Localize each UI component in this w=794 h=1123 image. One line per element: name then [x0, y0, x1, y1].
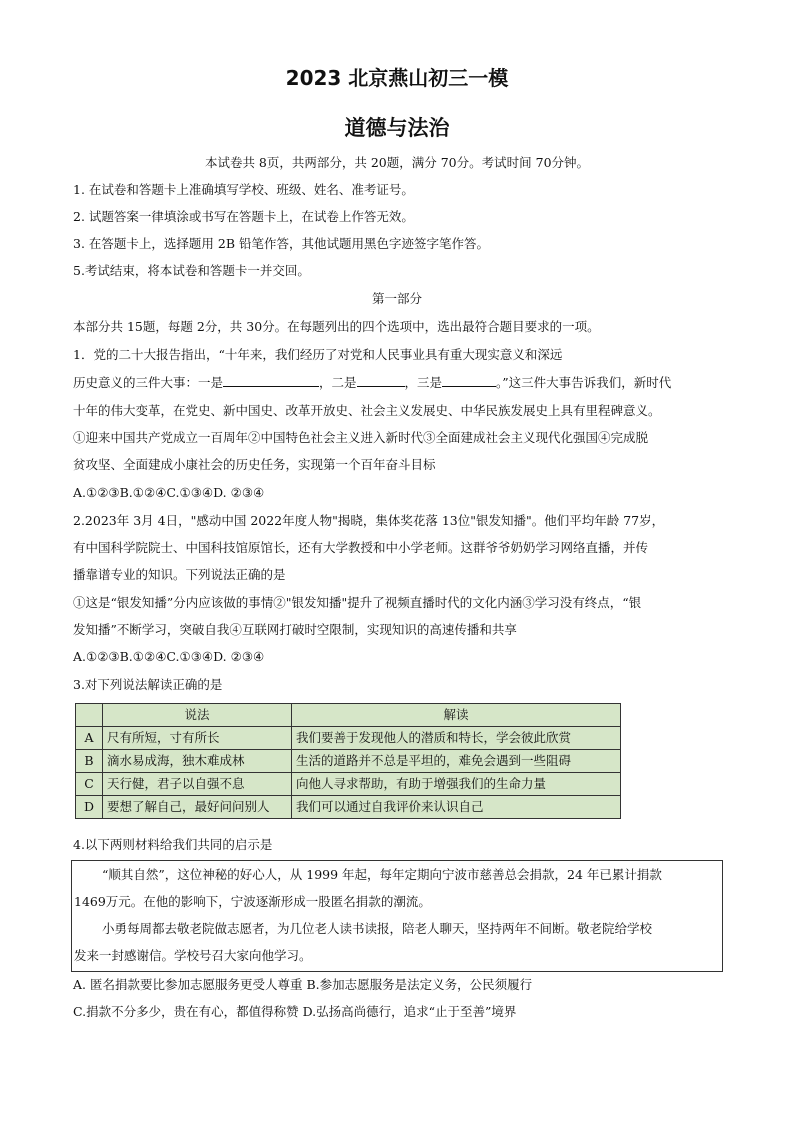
- material-line: 发来一封感谢信。学校号召大家向他学习。: [74, 948, 312, 963]
- saying-cell: 天行健，君子以自强不息: [103, 773, 292, 796]
- saying-cell: 尺有所短，寸有所长: [103, 727, 292, 750]
- q4-options: C.捐款不分多少，贵在有心，都值得称赞 D.弘扬高尚德行，追求“止于至善”境界: [73, 1004, 517, 1019]
- answer-blank: [442, 374, 496, 387]
- q3-table: [75, 703, 621, 819]
- answer-blank: [357, 374, 405, 387]
- table-row: [76, 727, 621, 750]
- table-row: [76, 750, 621, 773]
- q4-options: A. 匿名捐款要比参加志愿服务更受人尊重 B.参加志愿服务是法定义务，公民须履行: [73, 977, 533, 992]
- material-line: 小勇每周都去敬老院做志愿者，为几位老人读书读报，陪老人聊天，坚持两年不间断。敬老院给学校: [102, 921, 653, 936]
- q2-line: 有中国科学院院士、中国科技馆原馆长，还有大学教授和中小学老师。这群爷爷奶奶学习网络直播，并传: [73, 540, 649, 555]
- q2-line: 播靠谱专业的知识。下列说法正确的是: [73, 567, 286, 582]
- q2-line: ①这是“银发知播”分内应该做的事情②"银发知播"提升了视频直播时代的文化内涵③学习没有终点，“银: [73, 595, 642, 610]
- q1-line: 十年的伟大变革，在党史、新中国史、改革开放史、社会主义发展史、中华民族发展史上具有里程碑意义。: [73, 403, 661, 418]
- table-header: 解读: [292, 704, 621, 727]
- q2-line: 发知播”不断学习，突破自我④互联网打破时空限制，实现知识的高速传播和共享: [73, 622, 517, 637]
- q1-options: A.①②③B.①②④C.①③④D. ②③④: [73, 485, 265, 500]
- q4-material-box: [71, 860, 723, 972]
- q1-text: 历史意义的三件大事：一是: [73, 375, 224, 390]
- reading-cell: 我们可以通过自我评价来认识自己: [292, 796, 621, 819]
- q1-line: ①迎来中国共产党成立一百周年②中国特色社会主义进入新时代③全面建成社会主义现代化强国④完成脱: [73, 430, 649, 445]
- answer-blank: [223, 374, 319, 387]
- option-letter: D: [76, 796, 103, 819]
- table-header: 说法: [103, 704, 292, 727]
- q1-line: 1．党的二十大报告指出，“十年来，我们经历了对党和人民事业具有重大现实意义和深远: [73, 347, 563, 362]
- table-row: [76, 796, 621, 819]
- table-header-row: [76, 704, 621, 727]
- reading-cell: 生活的道路并不总是平坦的，难免会遇到一些阻碍: [292, 750, 621, 773]
- saying-cell: 滴水易成海，独木难成林: [103, 750, 292, 773]
- q2-line: 2.2023年 3月 4日，"感动中国 2022年度人物"揭晓，集体奖花落 13位"银发知播"。他们平均年龄 77岁，: [73, 513, 665, 528]
- material-line: “顺其自然”，这位神秘的好心人，从 1999 年起，每年定期向宁波市慈善总会捐款，24 年已累计捐款: [102, 867, 662, 882]
- saying-cell: 要想了解自己，最好问问别人: [103, 796, 292, 819]
- instruction-item: 1. 在试卷和答题卡上准确填写学校、班级、姓名、准考证号。: [73, 182, 414, 197]
- exam-intro: 本试卷共 8页，共两部分，共 20题，满分 70分。考试时间 70分钟。: [204, 155, 590, 170]
- q1-text: ，二是: [319, 375, 357, 390]
- q1-line: 贫攻坚、全面建成小康社会的历史任务，实现第一个百年奋斗目标: [73, 457, 436, 472]
- instruction-item: 3. 在答题卡上，选择题用 2B 铅笔作答，其他试题用黑色字迹签字笔作答。: [73, 236, 489, 251]
- q3-stem: 3.对下列说法解读正确的是: [73, 677, 223, 692]
- reading-cell: 向他人寻求帮助，有助于增强我们的生命力量: [292, 773, 621, 796]
- option-letter: A: [76, 727, 103, 750]
- option-letter: B: [76, 750, 103, 773]
- option-letter: C: [76, 773, 103, 796]
- material-line: 1469万元。在他的影响下，宁波逐渐形成一股匿名捐款的潮流。: [74, 894, 431, 909]
- q1-blanks-line: [73, 374, 671, 392]
- q4-stem: 4.以下两则材料给我们共同的启示是: [73, 837, 273, 852]
- part-heading: 第一部分: [371, 291, 422, 306]
- subject-title: 道德与法治: [344, 116, 450, 140]
- q2-options: A.①②③B.①②④C.①③④D. ②③④: [73, 649, 265, 664]
- exam-title: 2023 北京燕山初三一模: [285, 66, 509, 90]
- part-description: 本部分共 15题，每题 2分，共 30分。在每题列出的四个选项中，选出最符合题目要求的一项。: [73, 319, 600, 334]
- q1-text: 。”这三件大事告诉我们，新时代: [496, 375, 672, 390]
- instruction-item: 5.考试结束，将本试卷和答题卡一并交回。: [73, 263, 310, 278]
- table-row: [76, 773, 621, 796]
- reading-cell: 我们要善于发现他人的潜质和特长，学会彼此欣赏: [292, 727, 621, 750]
- instruction-item: 2. 试题答案一律填涂或书写在答题卡上，在试卷上作答无效。: [73, 209, 414, 224]
- q1-text: ，三是: [404, 375, 443, 390]
- table-header: [76, 704, 103, 727]
